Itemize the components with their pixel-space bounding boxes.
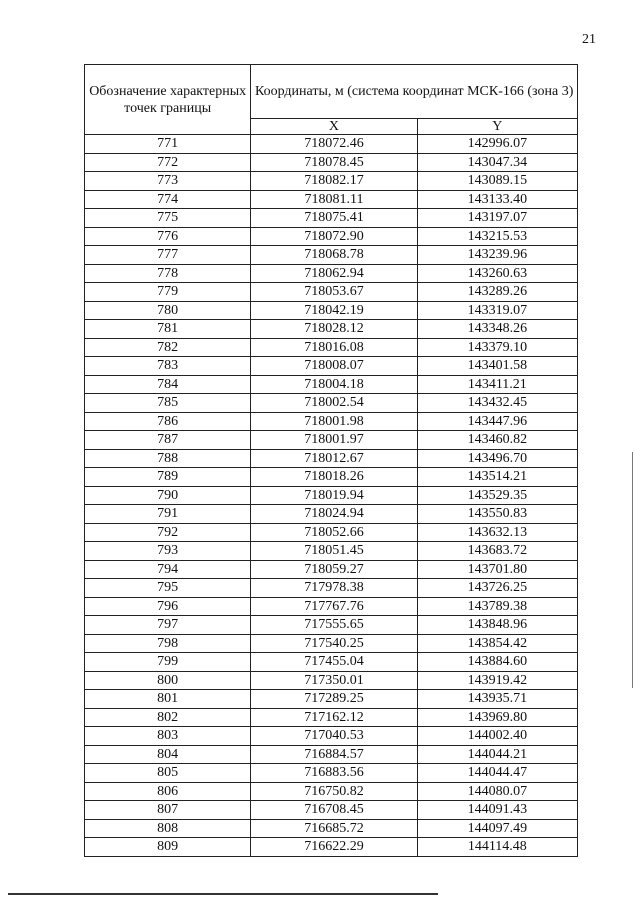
table-row <box>85 653 578 672</box>
x-coordinate-cell: 716708.45 <box>251 801 417 820</box>
y-coordinate-cell: 144044.47 <box>417 764 577 783</box>
y-coordinate-cell: 143701.80 <box>417 560 577 579</box>
table-row <box>85 486 578 505</box>
x-coordinate-cell: 718019.94 <box>251 486 417 505</box>
point-number-cell: 782 <box>85 338 251 357</box>
y-coordinate-cell: 144114.48 <box>417 838 577 857</box>
y-column-header: Y <box>417 119 577 135</box>
point-number-cell: 780 <box>85 301 251 320</box>
point-number-cell: 805 <box>85 764 251 783</box>
point-designation-header: Обозначение характерных точек границы <box>85 65 251 135</box>
x-column-header: X <box>251 119 417 135</box>
y-coordinate-cell: 143239.96 <box>417 246 577 265</box>
table-row <box>85 708 578 727</box>
y-coordinate-cell: 144080.07 <box>417 782 577 801</box>
y-coordinate-cell: 143319.07 <box>417 301 577 320</box>
x-coordinate-cell: 717350.01 <box>251 671 417 690</box>
y-coordinate-cell: 143460.82 <box>417 431 577 450</box>
x-coordinate-cell: 718082.17 <box>251 172 417 191</box>
y-coordinate-cell: 143854.42 <box>417 634 577 653</box>
point-number-cell: 771 <box>85 135 251 154</box>
table-row <box>85 394 578 413</box>
y-coordinate-cell: 143215.53 <box>417 227 577 246</box>
x-coordinate-cell: 717540.25 <box>251 634 417 653</box>
x-coordinate-cell: 717289.25 <box>251 690 417 709</box>
point-number-cell: 790 <box>85 486 251 505</box>
point-number-cell: 774 <box>85 190 251 209</box>
x-coordinate-cell: 718042.19 <box>251 301 417 320</box>
table-row <box>85 523 578 542</box>
table-row <box>85 634 578 653</box>
coordinates-table <box>84 64 578 857</box>
point-number-cell: 778 <box>85 264 251 283</box>
point-number-cell: 781 <box>85 320 251 339</box>
x-coordinate-cell: 718051.45 <box>251 542 417 561</box>
point-number-cell: 788 <box>85 449 251 468</box>
table-row <box>85 209 578 228</box>
x-coordinate-cell: 716883.56 <box>251 764 417 783</box>
x-coordinate-cell: 717767.76 <box>251 597 417 616</box>
point-number-cell: 784 <box>85 375 251 394</box>
y-coordinate-cell: 143197.07 <box>417 209 577 228</box>
x-coordinate-cell: 718001.97 <box>251 431 417 450</box>
point-number-cell: 808 <box>85 819 251 838</box>
table-row <box>85 838 578 857</box>
point-number-cell: 806 <box>85 782 251 801</box>
y-coordinate-cell: 143529.35 <box>417 486 577 505</box>
table-row <box>85 246 578 265</box>
y-coordinate-cell: 143969.80 <box>417 708 577 727</box>
table-header <box>85 65 578 135</box>
point-number-cell: 797 <box>85 616 251 635</box>
table-row <box>85 616 578 635</box>
table-row <box>85 357 578 376</box>
y-coordinate-cell: 143447.96 <box>417 412 577 431</box>
y-coordinate-cell: 144097.49 <box>417 819 577 838</box>
point-number-cell: 793 <box>85 542 251 561</box>
point-number-cell: 799 <box>85 653 251 672</box>
point-number-cell: 772 <box>85 153 251 172</box>
y-coordinate-cell: 143726.25 <box>417 579 577 598</box>
point-number-cell: 791 <box>85 505 251 524</box>
point-number-cell: 786 <box>85 412 251 431</box>
coordinates-header: Координаты, м (система координат МСК-166 (зона 3) <box>251 65 578 119</box>
table-row <box>85 320 578 339</box>
x-coordinate-cell: 718053.67 <box>251 283 417 302</box>
y-coordinate-cell: 143884.60 <box>417 653 577 672</box>
y-coordinate-cell: 143789.38 <box>417 597 577 616</box>
table-row <box>85 801 578 820</box>
y-coordinate-cell: 143432.45 <box>417 394 577 413</box>
table-row <box>85 449 578 468</box>
table-row <box>85 190 578 209</box>
x-coordinate-cell: 717040.53 <box>251 727 417 746</box>
point-number-cell: 789 <box>85 468 251 487</box>
table-row <box>85 690 578 709</box>
x-coordinate-cell: 718028.12 <box>251 320 417 339</box>
point-number-cell: 802 <box>85 708 251 727</box>
table-row <box>85 135 578 154</box>
point-number-cell: 801 <box>85 690 251 709</box>
point-number-cell: 792 <box>85 523 251 542</box>
table-row <box>85 560 578 579</box>
x-coordinate-cell: 716884.57 <box>251 745 417 764</box>
table-row <box>85 819 578 838</box>
table-row <box>85 227 578 246</box>
table-row <box>85 264 578 283</box>
table-row <box>85 468 578 487</box>
x-coordinate-cell: 718072.46 <box>251 135 417 154</box>
table-row <box>85 782 578 801</box>
x-coordinate-cell: 718016.08 <box>251 338 417 357</box>
y-coordinate-cell: 143514.21 <box>417 468 577 487</box>
x-coordinate-cell: 718078.45 <box>251 153 417 172</box>
point-number-cell: 776 <box>85 227 251 246</box>
point-number-cell: 795 <box>85 579 251 598</box>
y-coordinate-cell: 143401.58 <box>417 357 577 376</box>
y-coordinate-cell: 144044.21 <box>417 745 577 764</box>
x-coordinate-cell: 717455.04 <box>251 653 417 672</box>
table-body <box>85 135 578 857</box>
point-number-cell: 773 <box>85 172 251 191</box>
table-row <box>85 542 578 561</box>
y-coordinate-cell: 143550.83 <box>417 505 577 524</box>
point-number-cell: 779 <box>85 283 251 302</box>
y-coordinate-cell: 143919.42 <box>417 671 577 690</box>
x-coordinate-cell: 718072.90 <box>251 227 417 246</box>
x-coordinate-cell: 718024.94 <box>251 505 417 524</box>
x-coordinate-cell: 718075.41 <box>251 209 417 228</box>
point-number-cell: 775 <box>85 209 251 228</box>
y-coordinate-cell: 143379.10 <box>417 338 577 357</box>
table-row <box>85 745 578 764</box>
y-coordinate-cell: 143683.72 <box>417 542 577 561</box>
x-coordinate-cell: 718002.54 <box>251 394 417 413</box>
y-coordinate-cell: 142996.07 <box>417 135 577 154</box>
table-row <box>85 727 578 746</box>
point-number-cell: 800 <box>85 671 251 690</box>
point-number-cell: 809 <box>85 838 251 857</box>
x-coordinate-cell: 718068.78 <box>251 246 417 265</box>
x-coordinate-cell: 718012.67 <box>251 449 417 468</box>
x-coordinate-cell: 717555.65 <box>251 616 417 635</box>
y-coordinate-cell: 143260.63 <box>417 264 577 283</box>
scan-edge-mark <box>632 452 633 688</box>
table-row <box>85 283 578 302</box>
table-row <box>85 671 578 690</box>
y-coordinate-cell: 143411.21 <box>417 375 577 394</box>
point-number-cell: 807 <box>85 801 251 820</box>
point-number-cell: 787 <box>85 431 251 450</box>
point-number-cell: 785 <box>85 394 251 413</box>
y-coordinate-cell: 143496.70 <box>417 449 577 468</box>
page-number: 21 <box>582 32 596 47</box>
table-row <box>85 412 578 431</box>
y-coordinate-cell: 143935.71 <box>417 690 577 709</box>
point-number-cell: 798 <box>85 634 251 653</box>
footer-rule <box>8 893 438 895</box>
y-coordinate-cell: 143289.26 <box>417 283 577 302</box>
point-number-cell: 804 <box>85 745 251 764</box>
y-coordinate-cell: 144002.40 <box>417 727 577 746</box>
point-number-cell: 794 <box>85 560 251 579</box>
x-coordinate-cell: 717978.38 <box>251 579 417 598</box>
x-coordinate-cell: 717162.12 <box>251 708 417 727</box>
y-coordinate-cell: 143848.96 <box>417 616 577 635</box>
y-coordinate-cell: 143047.34 <box>417 153 577 172</box>
x-coordinate-cell: 718008.07 <box>251 357 417 376</box>
y-coordinate-cell: 143089.15 <box>417 172 577 191</box>
y-coordinate-cell: 143348.26 <box>417 320 577 339</box>
table-row <box>85 338 578 357</box>
table-row <box>85 764 578 783</box>
x-coordinate-cell: 716622.29 <box>251 838 417 857</box>
point-number-cell: 783 <box>85 357 251 376</box>
x-coordinate-cell: 716685.72 <box>251 819 417 838</box>
table-row <box>85 431 578 450</box>
x-coordinate-cell: 718052.66 <box>251 523 417 542</box>
x-coordinate-cell: 718018.26 <box>251 468 417 487</box>
x-coordinate-cell: 718081.11 <box>251 190 417 209</box>
table-row <box>85 579 578 598</box>
y-coordinate-cell: 144091.43 <box>417 801 577 820</box>
table-row <box>85 172 578 191</box>
table-row <box>85 375 578 394</box>
x-coordinate-cell: 718059.27 <box>251 560 417 579</box>
y-coordinate-cell: 143133.40 <box>417 190 577 209</box>
x-coordinate-cell: 718004.18 <box>251 375 417 394</box>
x-coordinate-cell: 718062.94 <box>251 264 417 283</box>
point-number-cell: 777 <box>85 246 251 265</box>
point-number-cell: 803 <box>85 727 251 746</box>
y-coordinate-cell: 143632.13 <box>417 523 577 542</box>
table-row <box>85 153 578 172</box>
table-row <box>85 597 578 616</box>
x-coordinate-cell: 716750.82 <box>251 782 417 801</box>
x-coordinate-cell: 718001.98 <box>251 412 417 431</box>
table-row <box>85 301 578 320</box>
table-row <box>85 505 578 524</box>
point-number-cell: 796 <box>85 597 251 616</box>
